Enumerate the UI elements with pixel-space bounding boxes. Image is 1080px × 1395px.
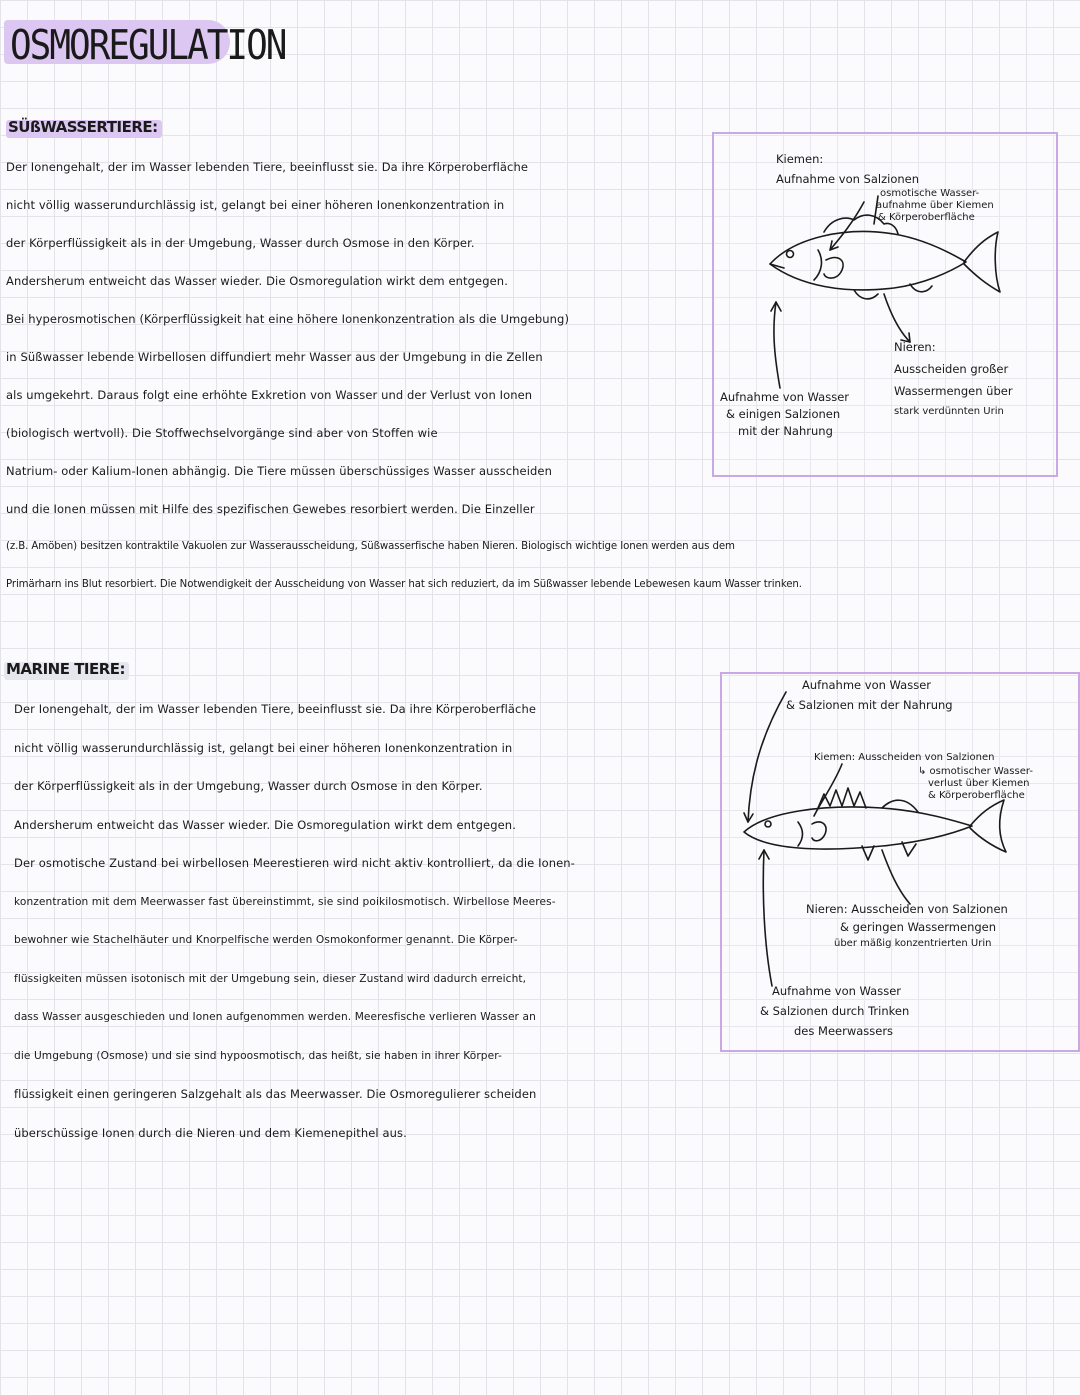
text-line: Andersherum entweicht das Wasser wieder. Die Osmoregulation wirkt dem entgegen. — [14, 817, 516, 832]
kidney-label-line: Ausscheiden großer — [894, 362, 1009, 376]
text-line: und die Ionen müssen mit Hilfe des spezifischen Gewebes resorbiert werden. Die Einzeller — [6, 502, 535, 516]
text-line: Der Ionengehalt, der im Wasser lebenden Tiere, beeinflusst sie. Da ihre Körperoberfläche — [14, 702, 537, 716]
text-line: der Körperflüssigkeit als in der Umgebung, Wasser durch Osmose in den Körper. — [6, 236, 475, 250]
text-line: (biologisch wertvoll). Die Stoffwechselvorgänge sind aber von Stoffen wie — [6, 426, 438, 440]
page-title-block — [4, 14, 291, 70]
marine-kidney-label-line: & geringen Wassermengen — [840, 920, 997, 934]
freshwater-fish-diagram — [712, 132, 1058, 477]
marine-fish-body — [744, 807, 972, 849]
text-line: der Körperflüssigkeit als in der Umgebung, Wasser durch Osmose in den Körper. — [14, 779, 483, 793]
text-line: konzentration mit dem Meerwasser fast übereinstimmt, sie sind poikilosmotisch. Wirbellose Meeres- — [14, 895, 556, 908]
gills-label: Aufnahme von Salzionen — [776, 172, 920, 186]
text-line: dass Wasser ausgeschieden und Ionen aufgenommen werden. Meeresfische verlieren Wasser an — [14, 1011, 536, 1023]
marine-fish-diagram — [720, 672, 1080, 1052]
text-line: Natrium- oder Kalium-Ionen abhängig. Die Tiere müssen überschüssiges Wasser ausscheiden — [6, 464, 552, 478]
text-line: nicht völlig wasserundurchlässig ist, gelangt bei einer höheren Ionenkonzentration in — [14, 740, 513, 755]
marine-dorsal-fin — [818, 788, 866, 808]
marine-food-label-line: & Salzionen mit der Nahrung — [786, 698, 953, 712]
osmotic-label-line: & Körperoberfläche — [878, 212, 975, 223]
gills-title: Kiemen: — [776, 152, 824, 166]
food-label-line: mit der Nahrung — [738, 424, 833, 438]
text-line: (z.B. Amöben) besitzen kontraktile Vakuolen zur Wasserausscheidung, Süßwasserfische haben Nieren. Biologisch wichtige Ionen werden aus dem — [6, 541, 735, 552]
marine-tail-fin — [970, 800, 1006, 852]
text-line: überschüssige Ionen durch die Nieren und dem Kiemenepithel aus. — [14, 1125, 407, 1140]
marine-paragraph — [14, 690, 575, 1152]
text-line: Bei hyperosmotischen (Körperflüssigkeit hat eine höhere Ionenkonzentration als die Umgebung) — [6, 312, 570, 326]
text-line: Primärharn ins Blut resorbiert. Die Notwendigkeit der Ausscheidung von Wasser hat sich reduziert, da im Süßwasser lebende Lebewesen kaum Wasser trinken. — [6, 579, 802, 590]
marine-fish-eye — [765, 821, 771, 827]
marine-drink-label-line: des Meerwassers — [794, 1024, 894, 1038]
food-label-line: & einigen Salzionen — [726, 407, 841, 421]
food-label-line: Aufnahme von Wasser — [720, 390, 850, 404]
freshwater-paragraph — [6, 148, 802, 604]
fish-body — [770, 232, 966, 290]
text-line: Andersherum entweicht das Wasser wieder. Die Osmoregulation wirkt dem entgegen. — [6, 274, 508, 288]
kidney-label-line: stark verdünnten Urin — [894, 406, 1004, 417]
marine-drink-label-line: & Salzionen durch Trinken — [760, 1004, 910, 1018]
text-line: Der osmotische Zustand bei wirbellosen Meerestieren wird nicht aktiv kontrolliert, da die Ionen- — [14, 856, 575, 870]
text-line: flüssigkeiten müssen isotonisch mit der Umgebung sein, dieser Zustand wird dadurch erreicht, — [14, 972, 527, 985]
marine-kidney-label-line: Nieren: Ausscheiden von Salzionen — [806, 902, 1008, 916]
text-line: als umgekehrt. Daraus folgt eine erhöhte Exkretion von Wasser und der Verlust von Ionen — [6, 388, 533, 402]
text-line: nicht völlig wasserundurchlässig ist, gelangt bei einer höheren Ionenkonzentration in — [6, 198, 505, 212]
marine-food-label-line: Aufnahme von Wasser — [802, 678, 932, 692]
text-line: Der Ionengehalt, der im Wasser lebenden Tiere, beeinflusst sie. Da ihre Körperoberfläche — [6, 160, 529, 174]
text-line: die Umgebung (Osmose) und sie sind hypoosmotisch, das heißt, sie haben in ihrer Körper- — [14, 1049, 502, 1062]
marine-kidney-label-line: über mäßig konzentrierten Urin — [834, 938, 992, 949]
kidney-label-line: Nieren: — [894, 340, 936, 354]
text-line: in Süßwasser lebende Wirbellosen diffundiert mehr Wasser aus der Umgebung in die Zellen — [6, 350, 543, 364]
osmotic-label-line: aufnahme über Kiemen — [876, 200, 994, 211]
text-line: flüssigkeit einen geringeren Salzgehalt als das Meerwasser. Die Osmoregulierer scheiden — [14, 1087, 537, 1101]
fish-eye — [787, 251, 794, 258]
page-title: OSMOREGULATION — [10, 22, 286, 70]
marine-osmotic-label-line: & Körperoberfläche — [928, 790, 1025, 801]
marine-gills-label: Kiemen: Ausscheiden von Salzionen — [814, 752, 995, 763]
marine-heading: MARINE TIERE: — [6, 660, 125, 678]
marine-drink-label-line: Aufnahme von Wasser — [772, 984, 902, 998]
osmotic-label-line: osmotische Wasser- — [880, 188, 980, 199]
text-line: bewohner wie Stachelhäuter und Knorpelfische werden Osmokonformer genannt. Die Körper- — [14, 934, 518, 946]
tail-fin — [964, 232, 1000, 292]
marine-osmotic-label-line: verlust über Kiemen — [928, 778, 1030, 789]
kidney-label-line: Wassermengen über — [894, 384, 1013, 398]
freshwater-heading: SÜßWASSERTIERE: — [8, 118, 158, 136]
marine-osmotic-label-line: ↳ osmotischer Wasser- — [918, 766, 1033, 777]
